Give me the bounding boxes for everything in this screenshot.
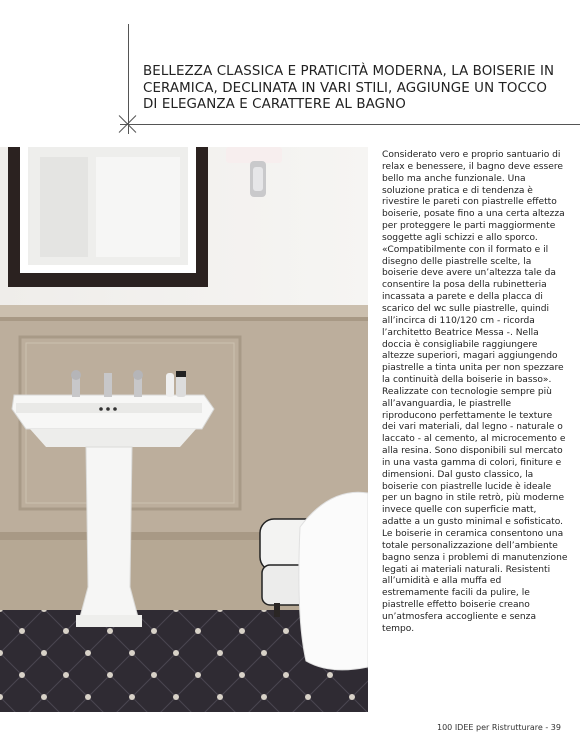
body-paragraph: Realizzate con tecnologie sempre più all’avanguardia, le piastrelle riproducono perfettamente le texture dei vari materiali, dal legno - naturale o laccato - al cemento, al microcemento e alla resina. Sono disponibili sul mercato in una vasta gamma di colori, finiture e dimensioni. Dal gusto classico, la boiserie con piastrelle lucide è ideale per un bagno in stile retrò, più moderne invece quelle con superficie matt, adatte a un gusto minimal e sofisticato.: [382, 386, 566, 528]
article-body: [382, 150, 568, 636]
article-headline: BELLEZZA CLASSICA E PRATICITÀ MODERNA, LA BOISERIE IN CERAMICA, DECLINATA IN VARI STILI, AGGIUNGE UN TOCCO DI ELEGANZA E CARATTERE AL BAGNO: [143, 64, 555, 112]
bathroom-photo: [0, 147, 368, 712]
decorative-cross-mark: [118, 114, 138, 134]
body-paragraph: Considerato vero e proprio santuario di relax e benessere, il bagno deve essere bello ma anche funzionale. Una soluzione pratica e di tendenza è rivestire le pareti con piastrelle effetto boiserie, posate fino a una certa altezza per proteggere le parti maggiormente soggette agli schizzi e allo sporco. «Compatibilmente con il formato e il disegno delle piastrelle scelte, la boiserie deve avere un’altezza tale da consentire la posa della rubinetteria incassata a parete e della placca di scarico del wc sulle piastrelle, quindi all’incirca di 110/120 cm - ricorda l’architetto Beatrice Messa -. Nella doccia è consigliabile raggiungere altezze superiori, magari aggiungendo piastrelle a tinta unita per non spezzare la continuità della boiserie in basso».: [382, 150, 565, 386]
body-paragraph: Le boiserie in ceramica consentono una totale personalizzazione dell’ambiente bagno senza i problemi di manutenzione legati ai materiali naturali. Resistenti all’umidità e alla muffa ed estremamente facili da pulire, le piastrelle effetto boiserie creano un’atmosfera accogliente e senza tempo.: [382, 529, 568, 634]
page-footer: 100 IDEE per Ristrutturare - 39: [437, 723, 561, 732]
decorative-horizontal-rule: [120, 124, 580, 125]
